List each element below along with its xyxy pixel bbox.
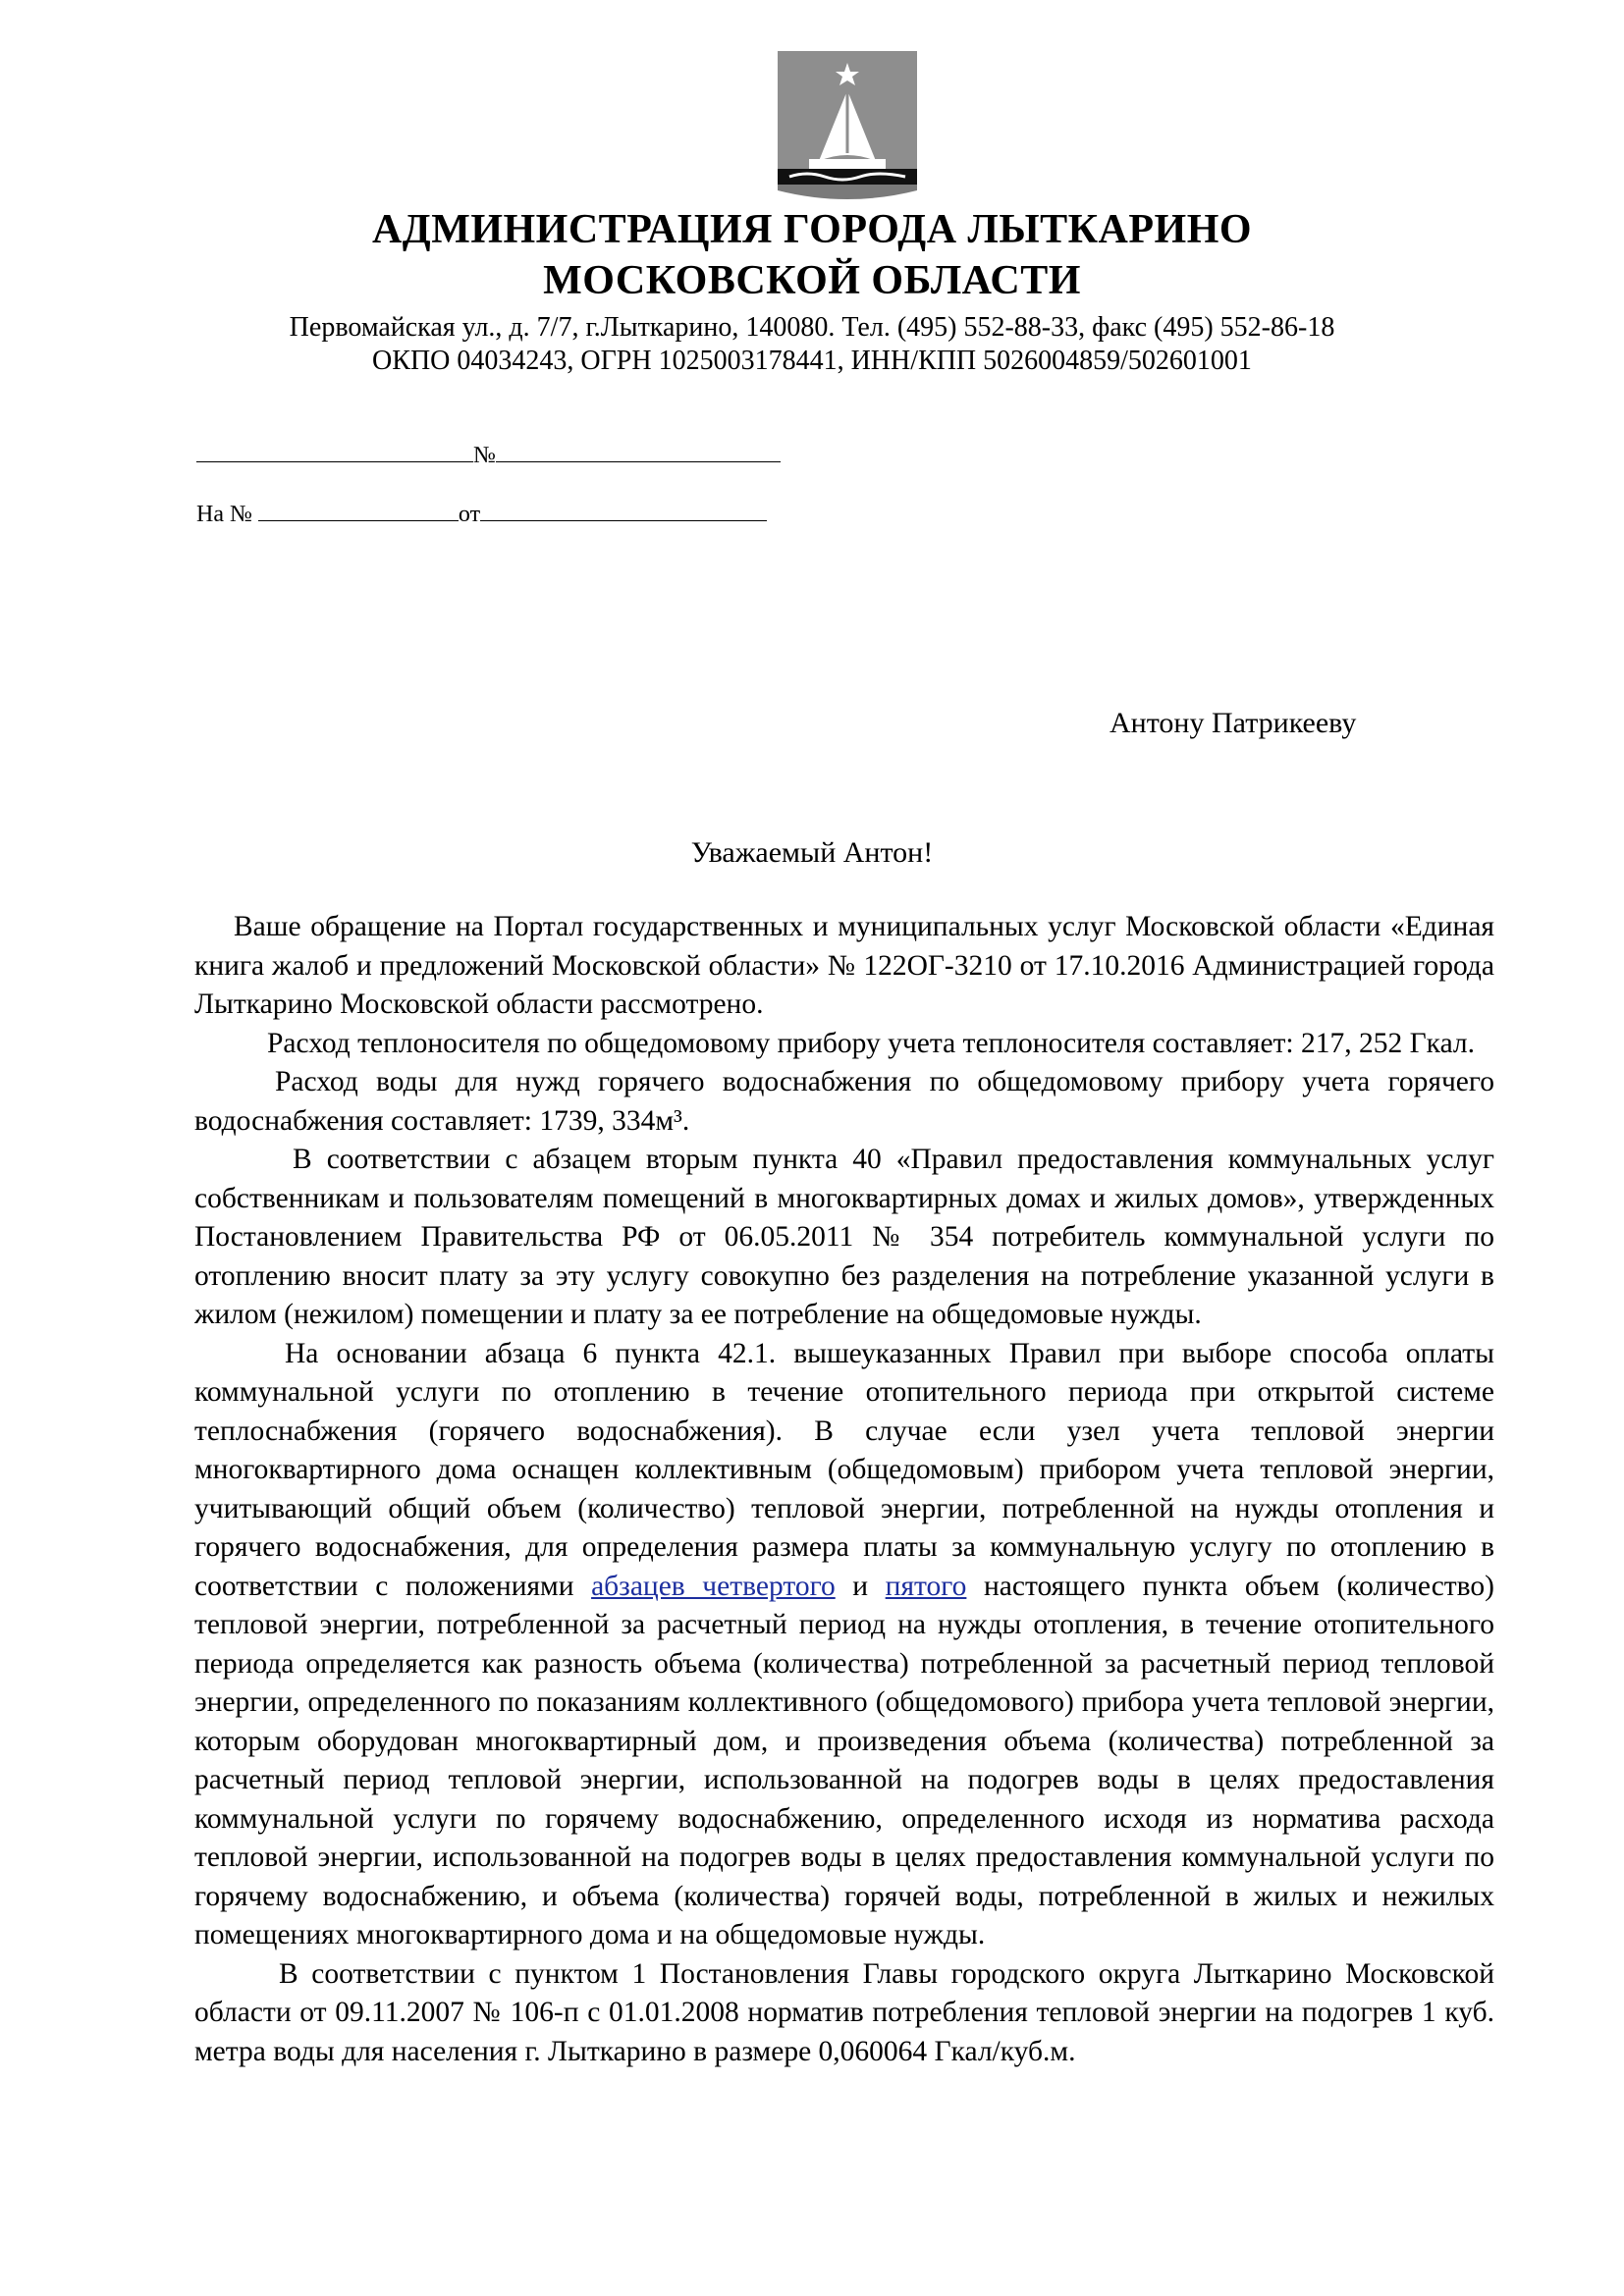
organization-region: МОСКОВСКОЙ ОБЛАСТИ	[543, 258, 1081, 303]
paragraph-5-text-end: настоящего пункта объем (количество) тепловой энергии, потребленной за расчетный период на нужды отопления, в течение отопительного периода определяется как разность объема (количества) потребленной за расчетный период тепловой энергии, определенного по показаниям коллективного (общедомового) прибора учета тепловой энергии, которым оборудован многоквартирный дом, и произведения объема (количества) потребленной за расчетный период тепловой энергии, использованной на подогрев воды в целях предоставления коммунальной услуги по горячему водоснабжению, определенного исходя из норматива расхода тепловой энергии, использованной на подогрев воды в целях предоставления коммунальной услуги по горячему водоснабжению, и объема (количества) горячей воды, потребленной в жилых и нежилых помещениях многоквартирного дома и на общедомовые нужды.	[194, 1570, 1494, 1950]
paragraph-2: Расход теплоносителя по общедомовому прибору учета теплоносителя составляет: 217, 252 Гкал.	[267, 1027, 1476, 1059]
organization-address: Первомайская ул., д. 7/7, г.Лыткарино, 140080. Тел. (495) 552-88-33, факс (495) 552-86-18	[289, 312, 1335, 343]
paragraph-3: Расход воды для нужд горячего водоснабжения по общедомовому прибору учета горячего водоснабжения составляет: 1739, 334м³.	[194, 1066, 1494, 1137]
paragraph-5-text-start: На основании абзаца 6 пункта 42.1. вышеуказанных Правил при выборе способа оплаты коммунальной услуги по отоплению в течение отопительного периода при открытой системе теплоснабжения (горячего водоснабжения). В случае если узел учета тепловой энергии многоквартирного дома оснащен коллективным (общедомовым) прибором учета тепловой энергии, учитывающий общий объем (количество) тепловой энергии, потребленной на нужды отопления и горячего водоснабжения, для определения размера платы за коммунальную услугу по отоплению в соответствии с положениями	[194, 1337, 1494, 1602]
reply-registration-line	[196, 497, 767, 528]
reply-prefix: На №	[196, 502, 252, 527]
paragraph-4: В соответствии с абзацем вторым пункта 40 «Правил предоставления коммунальных услуг собственникам и пользователям помещений в многоквартирных домах и жилых домов», утвержденных Постановлением Правительства РФ от 06.05.2011 № 354 потребитель коммунальной услуги по отоплению вносит плату за эту услугу совокупно без разделения на потребление указанной услуги в жилом (нежилом) помещении и плату за ее потребление на общедомовые нужды.	[194, 1144, 1494, 1330]
from-label: от	[458, 502, 481, 527]
paragraph-5	[194, 1335, 1494, 1955]
organization-name: АДМИНИСТРАЦИЯ ГОРОДА ЛЫТКАРИНО	[371, 207, 1253, 252]
addressee: Антону Патрикееву	[1110, 707, 1357, 739]
reply-date-blank	[480, 497, 767, 521]
reply-number-blank	[258, 497, 459, 521]
link-fourth-paragraph[interactable]: абзацев четвертого	[591, 1570, 836, 1602]
salutation: Уважаемый Антон!	[690, 836, 934, 869]
paragraph-1: Ваше обращение на Портал государственных и муниципальных услуг Московской области «Единая книга жалоб и предложений Московской области» № 122ОГ-3210 от 17.10.2016 Администрацией города Лыткарино Московской области рассмотрено.	[194, 911, 1494, 1020]
organization-codes: ОКПО 04034243, ОГРН 1025003178441, ИНН/КПП 5026004859/502601001	[372, 346, 1252, 376]
letter-body	[194, 908, 1494, 2071]
link-fifth-paragraph[interactable]: пятого	[885, 1570, 967, 1602]
paragraph-5-conjunction: и	[835, 1570, 886, 1602]
coat-of-arms-icon	[778, 51, 917, 206]
paragraph-6: В соответствии с пунктом 1 Постановления Главы городского округа Лыткарино Московской области от 09.11.2007 № 106-п с 01.01.2008 норматив потребления тепловой энергии на подогрев 1 куб. метра воды для населения г. Лыткарино в размере 0,060064 Гкал/куб.м.	[194, 1957, 1494, 2067]
date-blank	[196, 438, 473, 462]
number-sign: №	[473, 443, 496, 468]
outgoing-registration-line	[196, 438, 781, 469]
number-blank	[496, 438, 781, 462]
